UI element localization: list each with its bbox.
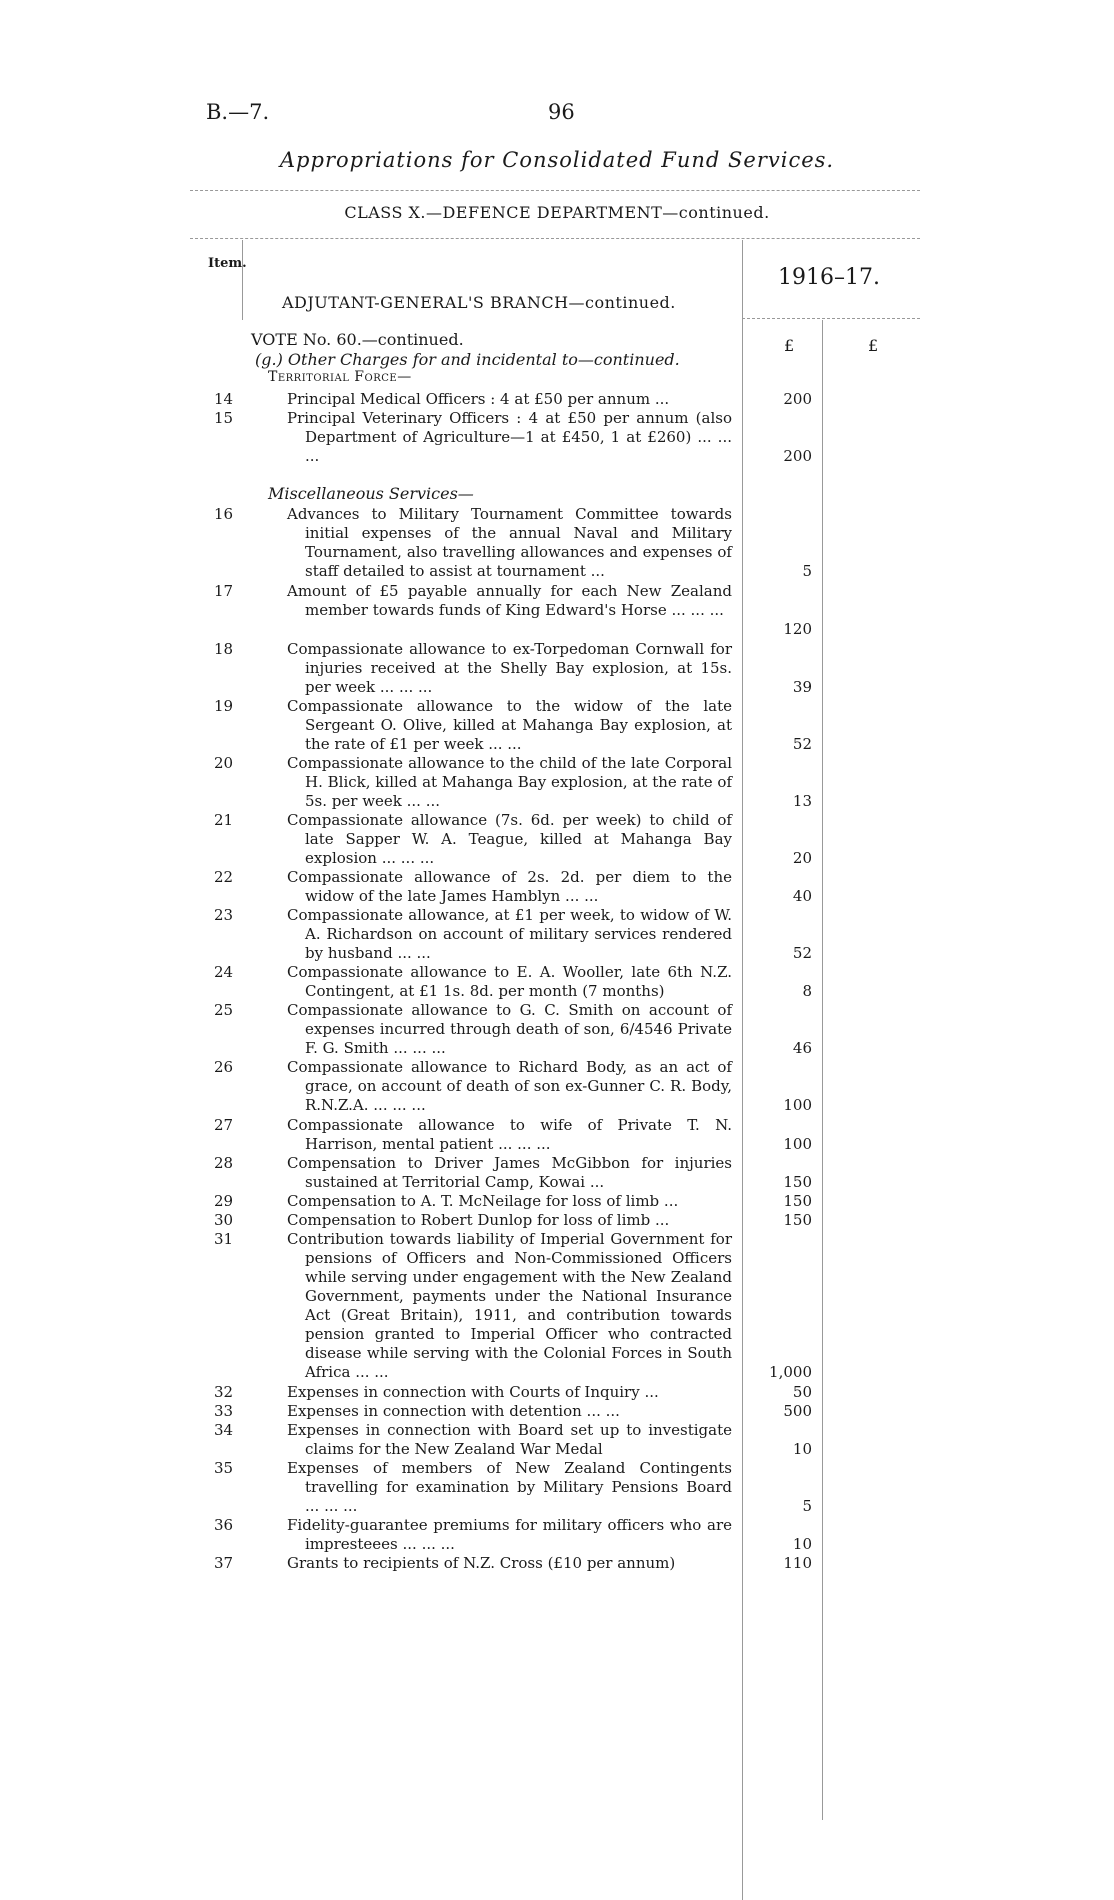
item-number: 28 [214,1154,234,1172]
item-description: Expenses in connection with Courts of Inquiry ... [287,1383,659,1401]
item-amount: 40 [792,887,812,905]
table-row [0,1058,1114,1115]
item-description: Principal Medical Officers : 4 at £50 per annum ... [287,390,670,408]
item-number: 15 [214,409,234,427]
item-description: Expenses in connection with detention ... ... [287,1402,620,1420]
item-number: 17 [214,582,234,600]
class-heading: CLASS X.—DEFENCE DEPARTMENT—continued. [344,203,770,222]
item-number: 22 [214,868,234,886]
item-description: Compassionate allowance to the widow of the late Sergeant O. Olive, killed at Mahanga Bay explosion, at the rate of £1 per week ... ... [287,697,732,753]
item-description: Compassionate allowance to the child of the late Corporal H. Blick, killed at Mahanga Bay explosion, at the rate of 5s. per week ... ... [287,754,732,810]
item-amount: 150 [783,1173,812,1191]
item-number: 30 [214,1211,234,1229]
item-number: 23 [214,906,234,924]
item-amount: 120 [783,620,812,638]
column-divider [242,240,243,320]
table-row [0,1554,1114,1573]
item-number: 19 [214,697,234,715]
item-description: Compassionate allowance to ex-Torpedoman Cornwall for injuries received at the Shelly Bay explosion, at 15s. per week ... ... ... [287,640,732,696]
table-row [0,505,1114,581]
territorial-heading: Territorial Force— [268,369,412,385]
table-row [0,868,1114,906]
item-number: 29 [214,1192,234,1210]
item-description: Amount of £5 payable annually for each New Zealand member towards funds of King Edward's Horse ... ... ... [287,582,732,619]
table-row [0,1383,1114,1402]
item-amount: 500 [783,1402,812,1420]
item-description: Compassionate allowance of 2s. 2d. per diem to the widow of the late James Hamblyn ... ... [287,868,732,905]
item-number: 25 [214,1001,234,1019]
item-description: Compensation to Robert Dunlop for loss of limb ... [287,1211,670,1229]
item-number: 36 [214,1516,234,1534]
item-description: Compassionate allowance to G. C. Smith on account of expenses incurred through death of son, 6/4546 Private F. G. Smith ... ... ... [287,1001,732,1057]
table-row [0,640,1114,697]
table-row [0,409,1114,466]
item-description: Compassionate allowance (7s. 6d. per week) to child of late Sapper W. A. Teague, killed at Mahanga Bay explosion ... ... ... [287,811,732,867]
vote-line: VOTE No. 60.—continued. [251,330,464,349]
table-row [0,754,1114,811]
item-description: Compassionate allowance to E. A. Wooller, late 6th N.Z. Contingent, at £1 1s. 8d. per month (7 months) [287,963,732,1000]
table-row [0,1211,1114,1230]
table-row [0,811,1114,868]
item-number: 21 [214,811,234,829]
table-row [0,390,1114,409]
item-description: Advances to Military Tournament Committee towards initial expenses of the annual Naval and Military Tournament, also travelling allowances and expenses of staff detailed to assist at tournament ... [287,505,732,580]
year-heading: 1916–17. [778,265,880,290]
item-amount: 10 [792,1535,812,1553]
table-row [0,963,1114,1001]
item-amount: 20 [792,849,812,867]
page-title: Appropriations for Consolidated Fund Services. [279,148,835,172]
item-description: Compensation to A. T. McNeilage for loss of limb ... [287,1192,679,1210]
item-amount: 39 [792,678,812,696]
page-number: 96 [548,100,575,124]
item-number: 35 [214,1459,234,1477]
item-description: Principal Veterinary Officers : 4 at £50 per annum (also Department of Agriculture—1 at £450, 1 at £260) ... ... ... [287,409,732,465]
charges-line: (g.) Other Charges for and incidental to—continued. [255,350,680,369]
item-amount: 46 [792,1039,812,1057]
table-row [0,1116,1114,1154]
item-number: 26 [214,1058,234,1076]
item-description: Expenses of members of New Zealand Contingents travelling for examination by Military Pensions Board ... ... ... [287,1459,732,1515]
table-row [0,1459,1114,1516]
divider [190,238,920,239]
table-row [0,1192,1114,1211]
item-number: 14 [214,390,234,408]
item-number: 27 [214,1116,234,1134]
item-amount: 100 [783,1135,812,1153]
branch-heading: ADJUTANT-GENERAL'S BRANCH—continued. [282,293,676,312]
item-number: 18 [214,640,234,658]
item-amount: 1,000 [769,1363,812,1381]
item-description: Compassionate allowance, at £1 per week, to widow of W. A. Richardson on account of military services rendered by husband ... ... [287,906,732,962]
item-description: Expenses in connection with Board set up to investigate claims for the New Zealand War Medal [287,1421,732,1458]
item-description: Compassionate allowance to wife of Private T. N. Harrison, mental patient ... ... ... [287,1116,732,1153]
table-row [0,906,1114,963]
item-number: 32 [214,1383,234,1401]
item-amount: 5 [802,562,812,580]
page-id: B.—7. [206,100,270,124]
item-description: Fidelity-guarantee premiums for military officers who are impresteees ... ... ... [287,1516,732,1553]
item-amount: 50 [792,1383,812,1401]
item-column-header: Item. [208,256,247,271]
divider [190,190,920,191]
item-description: Grants to recipients of N.Z. Cross (£10 per annum) [287,1554,676,1572]
pound-header-2: £ [868,336,879,355]
table-row [0,1516,1114,1554]
table-row [0,1001,1114,1058]
item-amount: 5 [802,1497,812,1515]
table-row [0,582,1114,639]
item-amount: 13 [792,792,812,810]
divider [742,318,920,319]
pound-header-1: £ [784,336,795,355]
table-row [0,1402,1114,1421]
miscellaneous-heading: Miscellaneous Services— [268,484,474,503]
item-number: 24 [214,963,234,981]
item-amount: 100 [783,1096,812,1114]
item-amount: 200 [783,390,812,408]
item-description: Compensation to Driver James McGibbon for injuries sustained at Territorial Camp, Kowai ... [287,1154,732,1191]
item-number: 33 [214,1402,234,1420]
item-amount: 150 [783,1211,812,1229]
item-amount: 8 [802,982,812,1000]
item-amount: 10 [792,1440,812,1458]
item-number: 20 [214,754,234,772]
table-row [0,697,1114,754]
table-row [0,1154,1114,1192]
item-description: Contribution towards liability of Imperial Government for pensions of Officers and Non-Commissioned Officers while serving under engagement with the New Zealand Government, payments under the National Insurance Act (Great Britain), 1911, and contribution towards pension granted to Imperial Officer who contracted disease while serving with the Colonial Forces in South Africa ... ... [287,1230,732,1381]
item-amount: 110 [783,1554,812,1572]
item-amount: 52 [792,735,812,753]
item-amount: 150 [783,1192,812,1210]
item-amount: 52 [792,944,812,962]
item-number: 37 [214,1554,234,1572]
table-row [0,1421,1114,1459]
item-number: 34 [214,1421,234,1439]
table-row [0,1230,1114,1382]
item-number: 31 [214,1230,234,1248]
item-description: Compassionate allowance to Richard Body, as an act of grace, on account of death of son ex-Gunner C. R. Body, R.N.Z.A. ... ... ... [287,1058,732,1114]
item-number: 16 [214,505,234,523]
item-amount: 200 [783,447,812,465]
